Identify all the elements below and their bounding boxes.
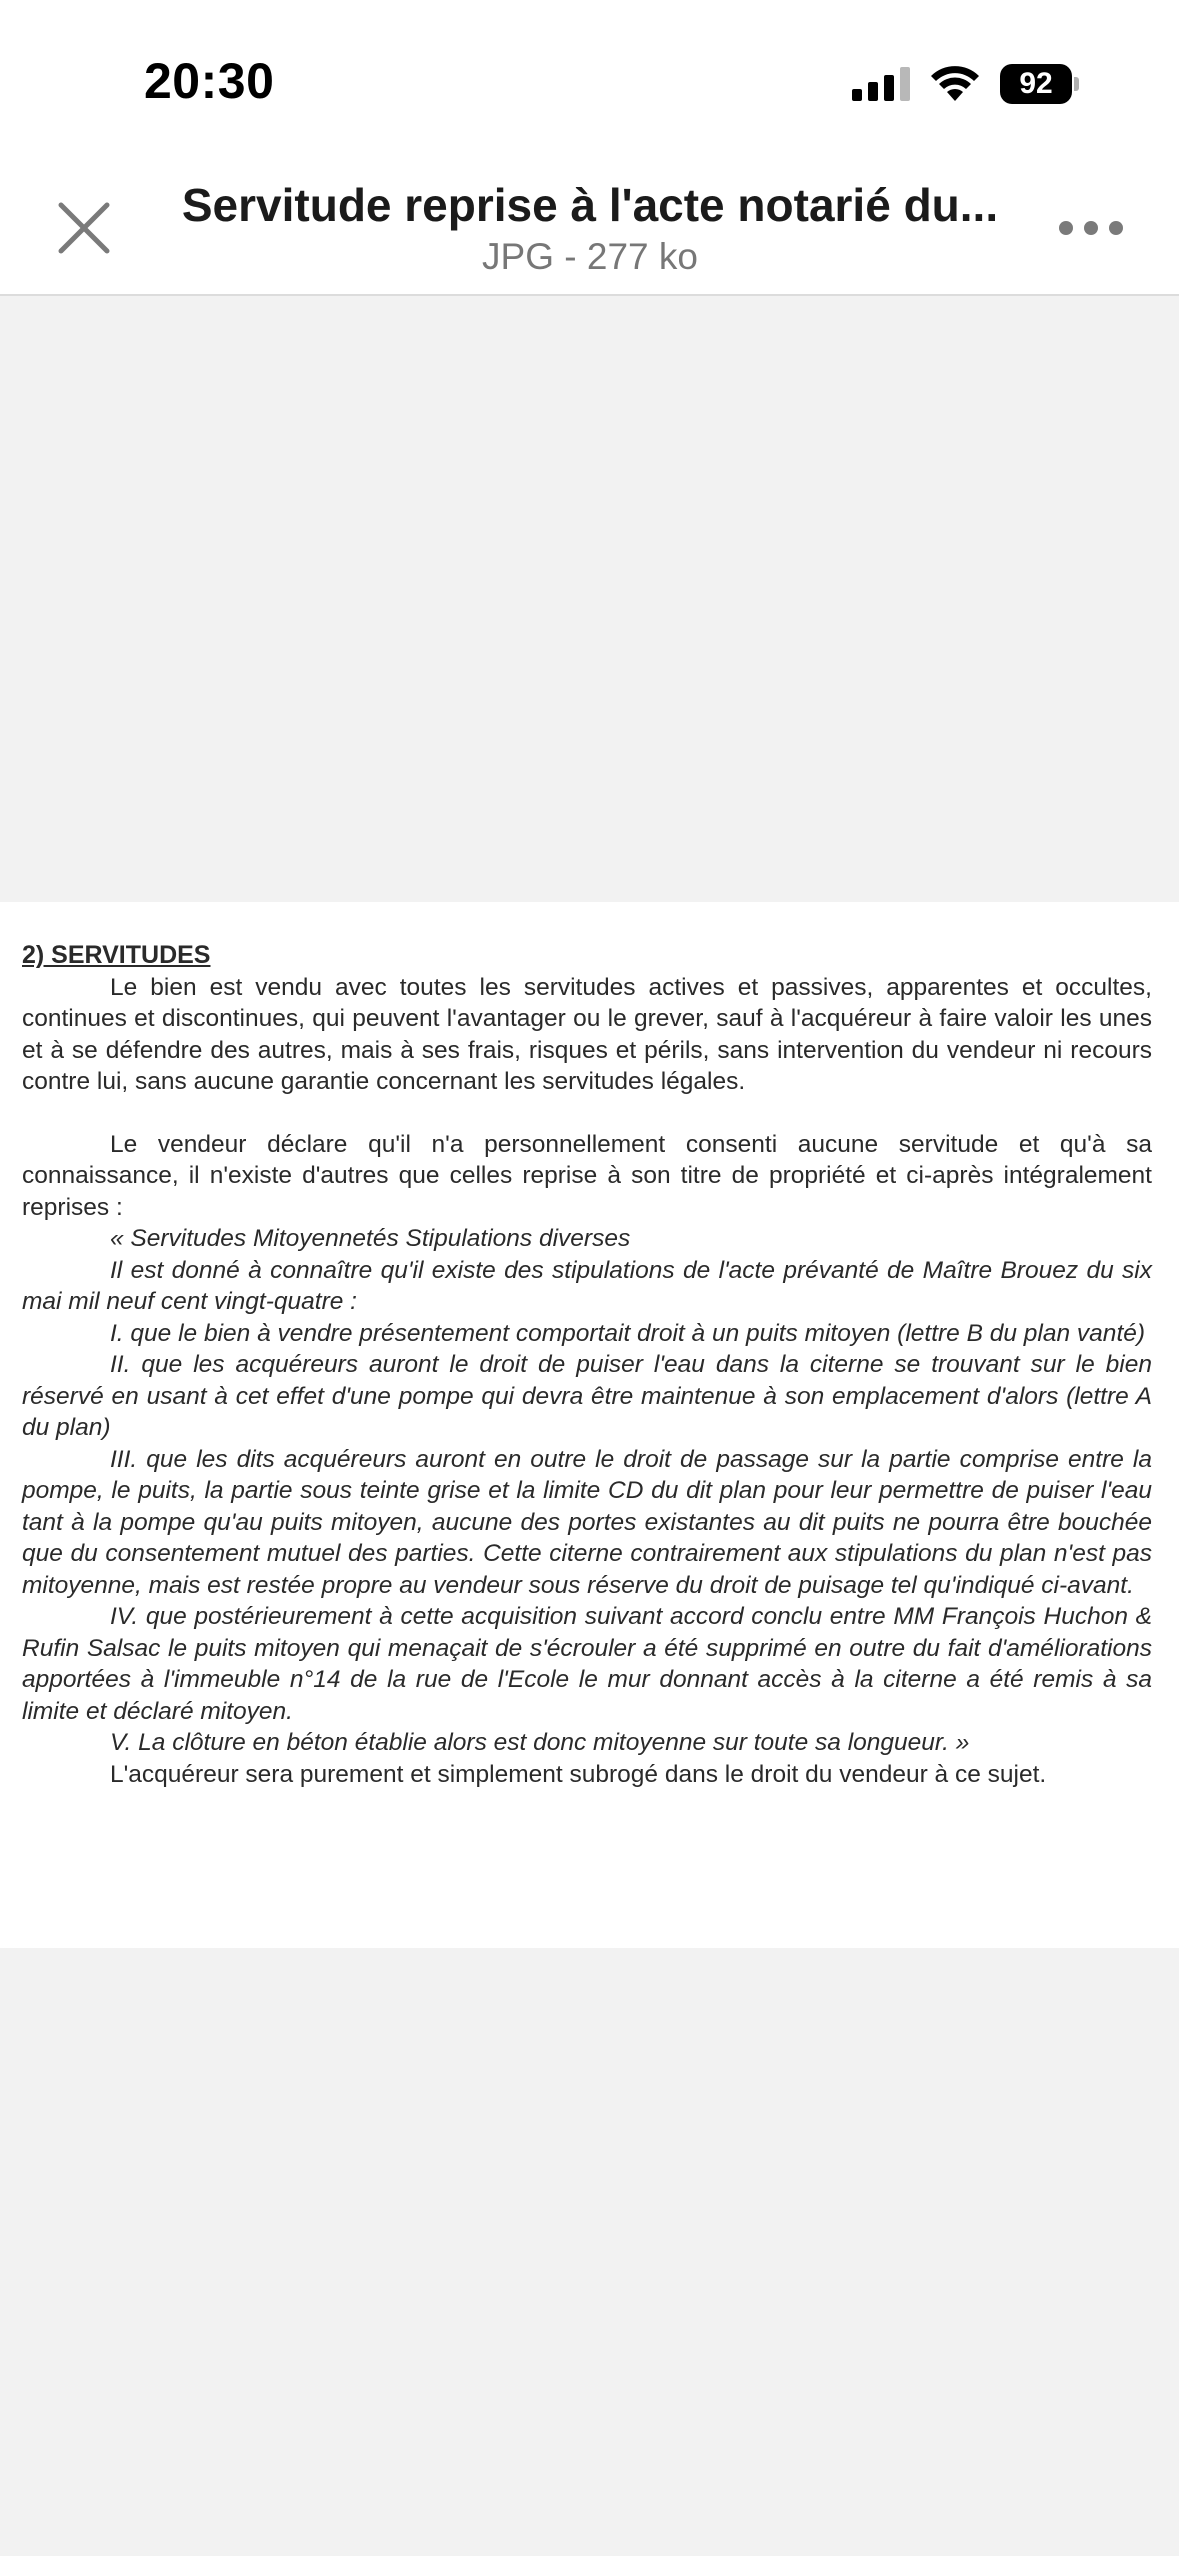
paragraph-item-4: IV. que postérieurement à cette acquisition suivant accord conclu entre MM François Huchon & Rufin Salsac le puits mitoyen qui menaçait de s'écrouler a été supprimé en outre du fait d'améliorations apportées à l'immeuble n°14 de la rue de l'Ecole le mur donnant accès à la citerne a été remis à sa limite et déclaré mitoyen. [22, 1603, 1152, 1725]
battery-level: 92 [1019, 67, 1053, 100]
paragraph-servitudes: Le bien est vendu avec toutes les servitudes actives et passives, apparentes et occultes, continues et discontinues, qui peuvent l'avantager ou le grever, sauf à l'acquéreur à faire valoir les unes et à se défendre des autres, mais à ses frais, risques et périls, sans intervention du vendeur ni recours contre lui, sans aucune garantie concernant les servitudes légales. [22, 973, 1152, 1095]
battery-icon [1000, 64, 1072, 104]
battery-indicator [1000, 64, 1079, 104]
wifi-icon [930, 65, 980, 103]
file-title: Servitude reprise à l'acte notarié du... [181, 179, 999, 231]
battery-cap [1074, 77, 1079, 91]
more-icon-dot [1059, 221, 1073, 235]
more-options-button[interactable] [1059, 204, 1123, 252]
cellular-signal-icon [852, 67, 910, 101]
paragraph-item-3: III. que les dits acquéreurs auront en outre le droit de passage sur la partie comprise entre la pompe, le puits, la partie sous teinte grise et la limite CD du dit plan pour leur permettre de puiser l'eau tant à la pompe qu'au puits mitoyen, aucune des portes existantes au dit puits ne pourra être bouchée que du consentement mutuel des parties. Cette citerne contrairement aux stipulations du plan n'est pas mitoyenne, mais est restée propre au vendeur sous réserve du droit de puisage tel qu'indiqué ci-avant. [22, 1445, 1152, 1599]
viewer-header [0, 160, 1179, 296]
status-time: 20:30 [144, 53, 275, 109]
more-icon-dot [1109, 221, 1123, 235]
document-text [22, 940, 1152, 1790]
paragraph-item-1: I. que le bien à vendre présentement comportait droit à un puits mitoyen (lettre B du plan vanté) [110, 1319, 1146, 1347]
paragraph-vendeur: Le vendeur déclare qu'il n'a personnellement consenti aucune servitude et qu'à sa connaissance, il n'existe d'autres que celles reprise à son titre de propriété et ci-après intégralement reprises : [22, 1130, 1152, 1221]
close-button[interactable] [52, 196, 116, 260]
paragraph-gap [22, 1098, 1152, 1129]
paragraph-quote-title: « Servitudes Mitoyennetés Stipulations diverses [110, 1225, 631, 1252]
paragraph-item-2: II. que les acquéreurs auront le droit de puiser l'eau dans la citerne se trouvant sur le bien réservé en usant à cet effet d'une pompe qui devra être maintenue à son emplacement d'alors (lettre A du plan) [22, 1351, 1152, 1441]
paragraph-stipulations: Il est donné à connaître qu'il existe des stipulations de l'acte prévanté de Maître Brouez du six mai mil neuf cent vingt-quatre : [22, 1256, 1152, 1315]
close-icon [57, 201, 111, 255]
status-icons [852, 62, 1079, 106]
more-icon-dot [1084, 221, 1098, 235]
section-heading: 2) SERVITUDES [22, 941, 211, 969]
status-bar [0, 0, 1179, 160]
paragraph-item-5: V. La clôture en béton établie alors est donc mitoyenne sur toute sa longueur. » [110, 1729, 970, 1756]
document-image[interactable] [0, 902, 1179, 1948]
file-info: JPG - 277 ko [482, 236, 698, 277]
paragraph-subrogation: L'acquéreur sera purement et simplement subrogé dans le droit du vendeur à ce sujet. [110, 1760, 1047, 1788]
